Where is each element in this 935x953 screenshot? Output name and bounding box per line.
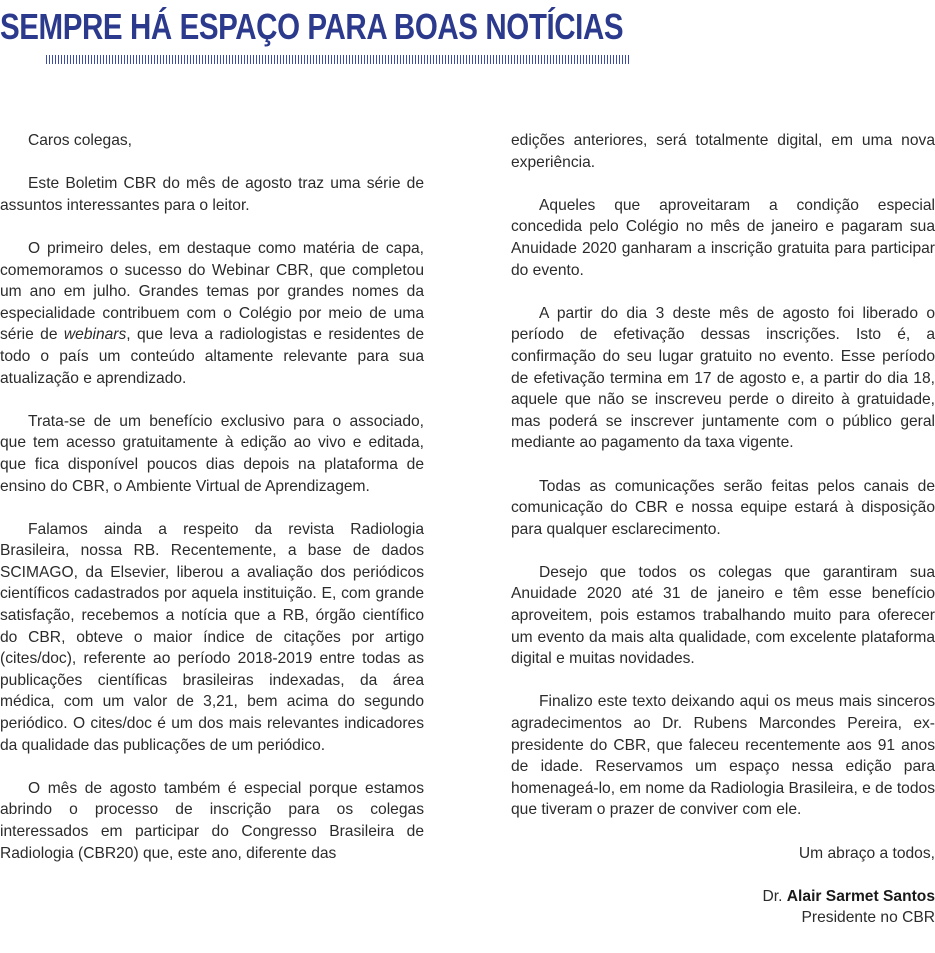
paragraph-tribute: Finalizo este texto deixando aqui os meus mais sinceros agradecimentos ao Dr. Rubens Marcondes Pereira, ex-presidente do CBR, que faleceu recentemente aos 91 anos de idade. Reservamos um espaço nessa edição para homenageá-lo, em nome da Radiologia Brasileira, e de todos que tiveram o prazer de conviver com ele.: [511, 693, 935, 819]
paragraph-benefit: Trata-se de um benefício exclusivo para o associado, que tem acesso gratuitamente à edição ao vivo e editada, que fica disponível poucos dias depois na plataforma de ensino do CBR, o Ambiente Virtual de Aprendizagem.: [0, 412, 424, 495]
paragraph-intro: Este Boletim CBR do mês de agosto traz uma série de assuntos interessantes para o leitor.: [0, 175, 424, 214]
paragraph-webinar-text-a: O primeiro deles, em destaque como matéria de capa, comemoramos o sucesso do Webinar CBR, que completou um ano em julho. Grandes temas por grandes nomes da especialidade contribuem com o Colégio por meio de uma série de: [0, 239, 424, 344]
closing: Um abraço a todos,: [798, 844, 935, 862]
greeting: Caros colegas,: [28, 132, 133, 149]
paragraph-wishes: Desejo que todos os colegas que garantiram sua Anuidade 2020 até 31 de janeiro e têm esse benefício aproveitem, pois estamos trabalhando muito para oferecer um evento da mais alta qualidade, com excelente plataforma digital e muitas novidades.: [511, 563, 935, 668]
paragraph-webinar: [0, 238, 424, 389]
signature-prefix: Dr.: [762, 887, 787, 905]
paragraph-webinar-text-b: , que leva a radiologistas e residentes de todo o país um conteúdo altamente relevante para sua atualização e aprendizado.: [0, 326, 425, 387]
paragraph-congress: O mês de agosto também é especial porque estamos abrindo o processo de inscrição para os colegas interessados em participar do Congresso Brasileira de Radiologia (CBR20) que, este ano, diferente das: [0, 779, 424, 862]
webinars-italic: webinars: [63, 326, 127, 344]
paragraph-registration: A partir do dia 3 deste mês de agosto foi liberado o período de efetivação dessas inscrições. Isto é, a confirmação do seu lugar gratuito no evento. Esse período de efetivação termina em 17 de agosto e, a partir do dia 18, aquele que não se inscreveu perde o direito à gratuidade, mas poderá se inscrever juntamente com o público geral mediante ao pagamento da taxa vigente.: [511, 304, 935, 452]
signature-name: Alair Sarmet Santos: [786, 887, 935, 905]
signature-block: [511, 843, 935, 929]
paragraph-annuity: Aqueles que aproveitaram a condição especial concedida pelo Colégio no mês de janeiro e pagaram sua Anuidade 2020 ganharam a inscrição gratuita para participar do evento.: [511, 196, 935, 279]
right-column: [511, 130, 935, 929]
title-underline: [46, 55, 631, 64]
paragraph-congress-continued: edições anteriores, será totalmente digital, em uma nova experiência.: [511, 132, 935, 171]
paragraph-communications: Todas as comunicações serão feitas pelos canais de comunicação do CBR e nossa equipe estará à disposição para qualquer esclarecimento.: [511, 477, 935, 538]
page-title: SEMPRE HÁ ESPAÇO PARA BOAS NOTÍCIAS: [0, 6, 624, 47]
paragraph-rb: Falamos ainda a respeito da revista Radiologia Brasileira, nossa RB. Recentemente, a base de dados SCIMAGO, da Elsevier, liberou a avaliação dos periódicos científicos cadastrados por aquela instituição. E, com grande satisfação, recebemos a notícia que a RB, órgão científico do CBR, obteve o maior índice de citações por artigo (cites/doc), referente ao período 2018-2019 entre todas as publicações científicas brasileiras indexadas, da área médica, com um valor de 3,21, bem acima do segundo periódico. O cites/doc é um dos mais relevantes indicadores da qualidade das publicações de um periódico.: [0, 520, 424, 754]
signature-role: Presidente no CBR: [801, 909, 935, 927]
signature-name-line: [511, 886, 935, 908]
left-column: [0, 130, 424, 886]
